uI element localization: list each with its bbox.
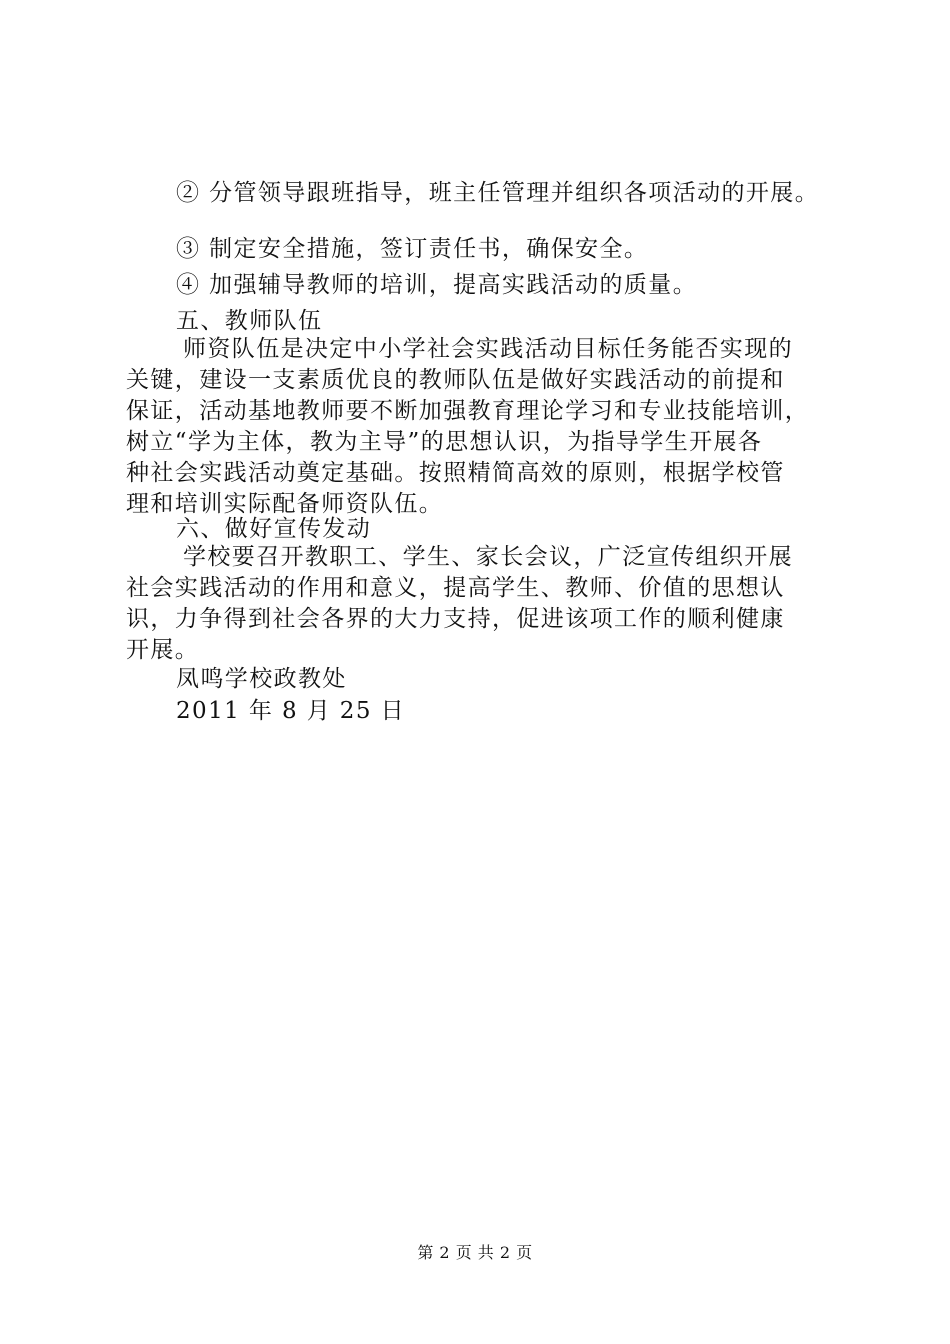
section-6-paragraph-line: 学校要召开教职工、学生、家长会议，广泛宣传组织开展 (183, 544, 793, 570)
section-5-paragraph-line: 关键，建设一支素质优良的教师队伍是做好实践活动的前提和 (126, 367, 785, 393)
signature-organization: 凤鸣学校政教处 (176, 666, 347, 692)
section-6-paragraph-line: 社会实践活动的作用和意义，提高学生、教师、价值的思想认 (126, 575, 785, 601)
page-footer: 第 2 页 共 2 页 (417, 1243, 533, 1262)
section-6-paragraph-line: 识，力争得到社会各界的大力支持，促进该项工作的顺利健康 (126, 606, 785, 632)
list-item-4: ④ 加强辅导教师的培训，提高实践活动的质量。 (176, 272, 698, 298)
section-5-heading: 五、教师队伍 (176, 308, 323, 334)
list-item-2: ② 分管领导跟班指导，班主任管理并组织各项活动的开展。 (176, 180, 820, 206)
section-5-paragraph-line: 保证，活动基地教师要不断加强教育理论学习和专业技能培训， (126, 398, 810, 424)
section-5-paragraph-line: 种社会实践活动奠定基础。按照精简高效的原则，根据学校管 (126, 460, 785, 486)
list-item-3: ③ 制定安全措施，签订责任书，确保安全。 (176, 236, 649, 262)
section-5-paragraph-line: 理和培训实际配备师资队伍。 (126, 491, 444, 517)
section-6-heading: 六、做好宣传发动 (176, 516, 372, 542)
section-6-paragraph-line: 开展。 (126, 637, 200, 663)
signature-date: 2011 年 8 月 25 日 (176, 698, 405, 724)
section-5-paragraph-line: 树立“学为主体，教为主导”的思想认识，为指导学生开展各 (126, 429, 763, 455)
section-5-paragraph-line: 师资队伍是决定中小学社会实践活动目标任务能否实现的 (183, 336, 793, 362)
